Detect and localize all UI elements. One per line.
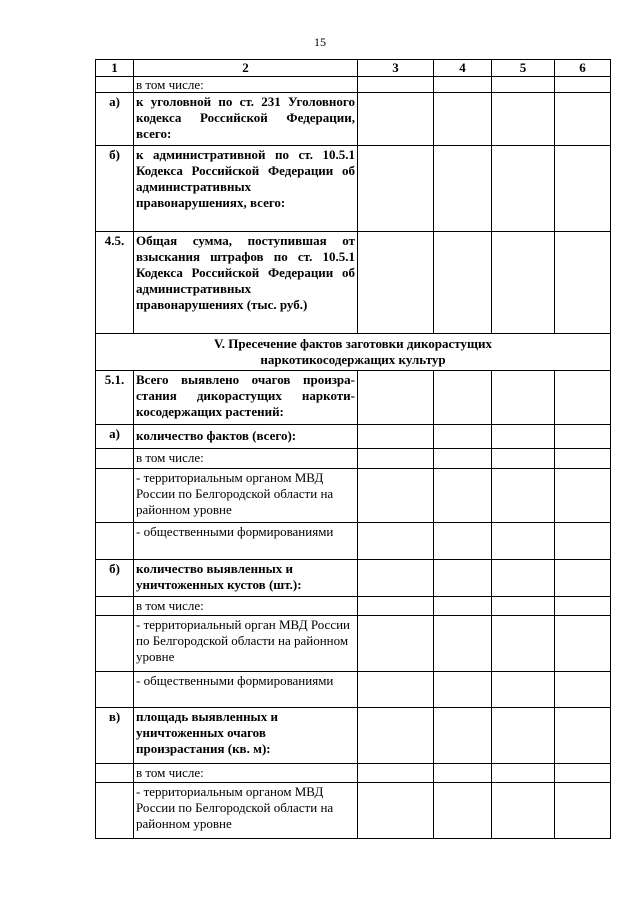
table-row [96,77,611,93]
column-header: 5 [492,60,555,77]
row-number [96,469,134,523]
row-number: 5.1. [96,371,134,425]
row-number [96,616,134,672]
row-text: Всего выявлено очагов произра-стания дикорастущих наркоти-косодержащих растений: [134,371,358,425]
row-text: - территориальным органом МВД России по Белгородской области на районном уровне [134,783,358,839]
table-row [96,371,611,425]
column-header: 4 [434,60,492,77]
row-number [96,523,134,560]
row-number [96,764,134,783]
row-text: - общественными формированиями [134,523,358,560]
column-header: 6 [555,60,611,77]
row-text: - территориальным органом МВД России по Белгородской области на районном уровне [134,469,358,523]
row-text: - территориальный орган МВД России по Белгородской области на районном уровне [134,616,358,672]
column-header: 3 [358,60,434,77]
row-number [96,597,134,616]
table-row [96,764,611,783]
row-text: в том числе: [134,77,358,93]
row-number [96,672,134,708]
table-row [96,93,611,146]
column-header: 2 [134,60,358,77]
row-text: количество фактов (всего): [134,425,358,449]
table-row [96,469,611,523]
table-row [96,425,611,449]
table-row [96,146,611,232]
column-header: 1 [96,60,134,77]
page-number: 15 [314,35,326,49]
row-text: в том числе: [134,597,358,616]
row-text: Общая сумма, поступившая от взыскания штрафов по ст. 10.5.1 Кодекса Российской Федерации об административных правонарушениях (тыс. руб.) [134,232,358,334]
row-text: площадь выявленных и уничтоженных очагов произрастания (кв. м): [134,708,358,764]
table-row [96,449,611,469]
section-header-row [96,334,611,371]
row-number: в) [96,708,134,764]
table-row [96,560,611,597]
table-row [96,232,611,334]
row-number [96,449,134,469]
row-number: а) [96,425,134,449]
row-number [96,77,134,93]
row-text: к уголовной по ст. 231 Уголовного кодекса Российской Федерации, всего: [134,93,358,146]
row-text: - общественными формированиями [134,672,358,708]
row-text: к административной по ст. 10.5.1 Кодекса Российской Федерации об административных правонарушениях, всего: [134,146,358,232]
table-row [96,783,611,839]
table-row [96,597,611,616]
row-number [96,783,134,839]
row-text: в том числе: [134,449,358,469]
row-number: а) [96,93,134,146]
row-number: б) [96,560,134,597]
table-row [96,708,611,764]
report-table [95,59,611,839]
table-row [96,523,611,560]
table-row [96,616,611,672]
row-text: в том числе: [134,764,358,783]
row-text: количество выявленных и уничтоженных кустов (шт.): [134,560,358,597]
row-number: б) [96,146,134,232]
table-row [96,672,611,708]
column-header-row [96,60,611,77]
section-title: V. Пресечение фактов заготовки дикорастущих наркотикосодержащих культур [96,334,611,371]
row-number: 4.5. [96,232,134,334]
